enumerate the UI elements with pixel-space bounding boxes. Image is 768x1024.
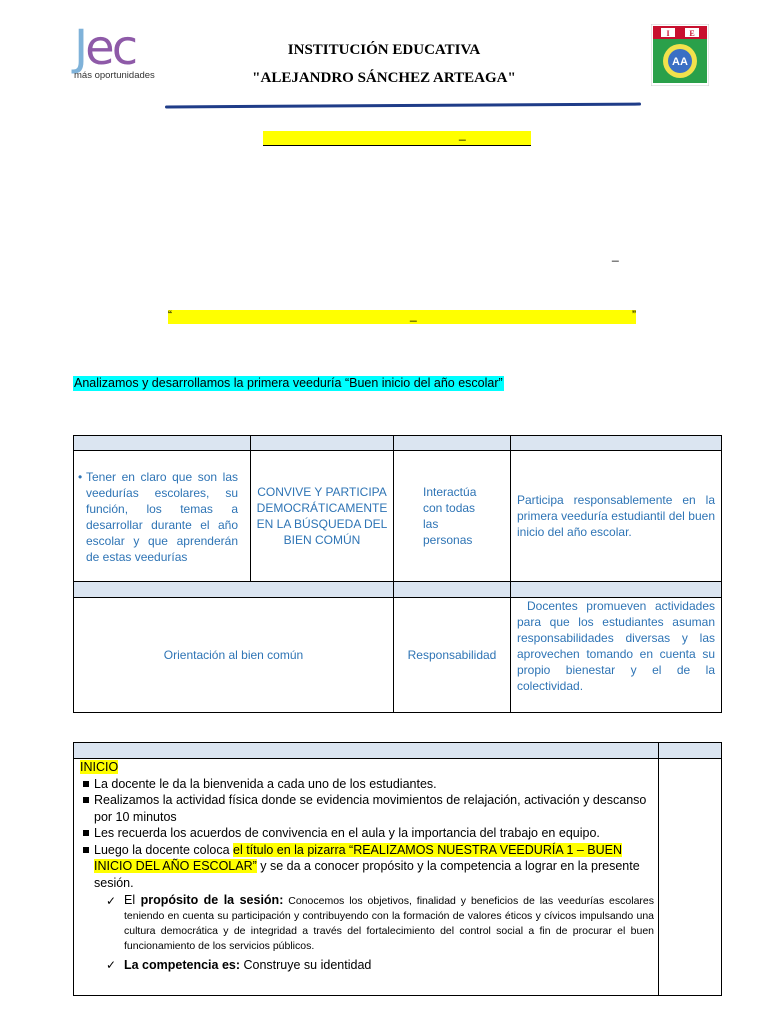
purpose-prefix: El — [124, 893, 141, 907]
institution-name: "ALEJANDRO SÁNCHEZ ARTEAGA" — [252, 70, 516, 86]
header-rule — [165, 103, 641, 109]
activity-title: Analizamos y desarrollamos la primera veeduría “Buen inicio del año escolar” — [74, 376, 503, 390]
quote-highlight-bar — [168, 310, 636, 324]
criterion-text: Participa responsablemente en la primera veeduría estudiantil del buen inicio del año escolar. — [517, 493, 715, 539]
inicio-label: INICIO — [80, 760, 119, 774]
list-item-title — [80, 842, 654, 892]
header-cell-6 — [393, 581, 511, 598]
session-header-main — [73, 742, 659, 759]
capacity-cell — [393, 450, 511, 582]
competence-label: La competencia es: — [124, 958, 241, 972]
action-text: Docentes promueven actividades para que los estudiantes asuman responsabilidades diversas y las aprovechen tomando en cuenta su propio bienestar y el de la colectividad. — [517, 599, 715, 693]
value-text: Responsabilidad — [407, 648, 497, 662]
title-highlight-bar — [263, 127, 531, 146]
competence-cell — [250, 450, 394, 582]
competence-value: Construye su identidad — [240, 958, 372, 972]
check-icon: ✓ — [106, 894, 117, 908]
header-cell-4 — [510, 435, 722, 451]
jec-logo-tagline: más oportunidades — [74, 70, 155, 81]
value-cell — [393, 597, 511, 713]
crest-letter-e: E — [689, 29, 695, 38]
header-cell-7 — [510, 581, 722, 598]
title-bar-mark: _ — [459, 127, 466, 141]
capacity-text: Interactúa con todas las personas — [423, 485, 477, 547]
competence-block — [80, 957, 654, 974]
list-item: La docente le da la bienvenida a cada uno de los estudiantes. — [80, 776, 654, 793]
competence-text: CONVIVE Y PARTICIPA DEMOCRÁTICAMENTE EN LA BÚSQUEDA DEL BIEN COMÚN — [256, 485, 388, 547]
header-cell-3 — [393, 435, 511, 451]
purpose-text: Conocemos los objetivos, finalidad y beneficios de las veedurías escolares teniendo en cuenta su participación y contribuyendo con la formación de valores éticos y cívicos impulsando una cultura democrática y de integridad a través del fortalecimiento del control social a fin de procurar el buen funcionamiento de los servicios públicos. — [124, 895, 654, 952]
title-item-highlight: el título en la pizarra “REALIZAMOS NUESTRA VEEDURÍA 1 – BUEN INICIO DEL AÑO ESCOLAR” — [94, 842, 623, 873]
floating-mark: _ — [612, 248, 619, 262]
title-item-after: y se da a conocer propósito y la competencia a lograr en la presente sesión. — [94, 859, 640, 890]
quote-bar-mark: _ — [410, 308, 417, 322]
approach-text: Orientación al bien común — [163, 648, 304, 662]
criterion-cell — [510, 450, 722, 582]
session-table — [73, 742, 722, 996]
session-main-cell — [73, 758, 659, 996]
approach-cell — [73, 597, 394, 713]
session-header-side — [658, 742, 722, 759]
header-cell-1 — [73, 435, 251, 451]
close-quote: ” — [632, 308, 636, 322]
list-item: Realizamos la actividad física donde se evidencia movimientos de relajación, activación y descanso por 10 minutos — [80, 792, 654, 825]
purpose-block — [80, 893, 654, 954]
check-icon: ✓ — [106, 958, 117, 972]
session-side-cell — [658, 758, 722, 996]
title-item-before: Luego la docente coloca — [94, 842, 233, 857]
jec-logo-text: Jec — [74, 20, 136, 76]
learning-goal-cell: • Tener en claro que son las veedurías escolares, su función, los temas a desarrollar durante el año escolar y que aprenderán de estas veedurías — [73, 450, 251, 582]
action-cell — [510, 597, 722, 713]
header-cell-2 — [250, 435, 394, 451]
open-quote: “ — [168, 308, 172, 322]
learning-goal-text: Tener en claro que son las veedurías escolares, su función, los temas a desarrollar durante el año escolar y que aprenderán de estas veedurías — [86, 470, 238, 564]
list-item: Les recuerda los acuerdos de convivencia en el aula y la importancia del trabajo en equipo. — [80, 825, 654, 842]
purpose-label: propósito de la sesión: — [140, 893, 284, 907]
institution-title: INSTITUCIÓN EDUCATIVA — [287, 42, 481, 58]
school-crest-logo — [651, 24, 709, 86]
crest-monogram: AA — [672, 56, 688, 68]
crest-letter-i: I — [666, 29, 670, 38]
competence-table — [73, 435, 722, 713]
header-cell-5 — [73, 581, 394, 598]
session-list — [80, 776, 654, 892]
